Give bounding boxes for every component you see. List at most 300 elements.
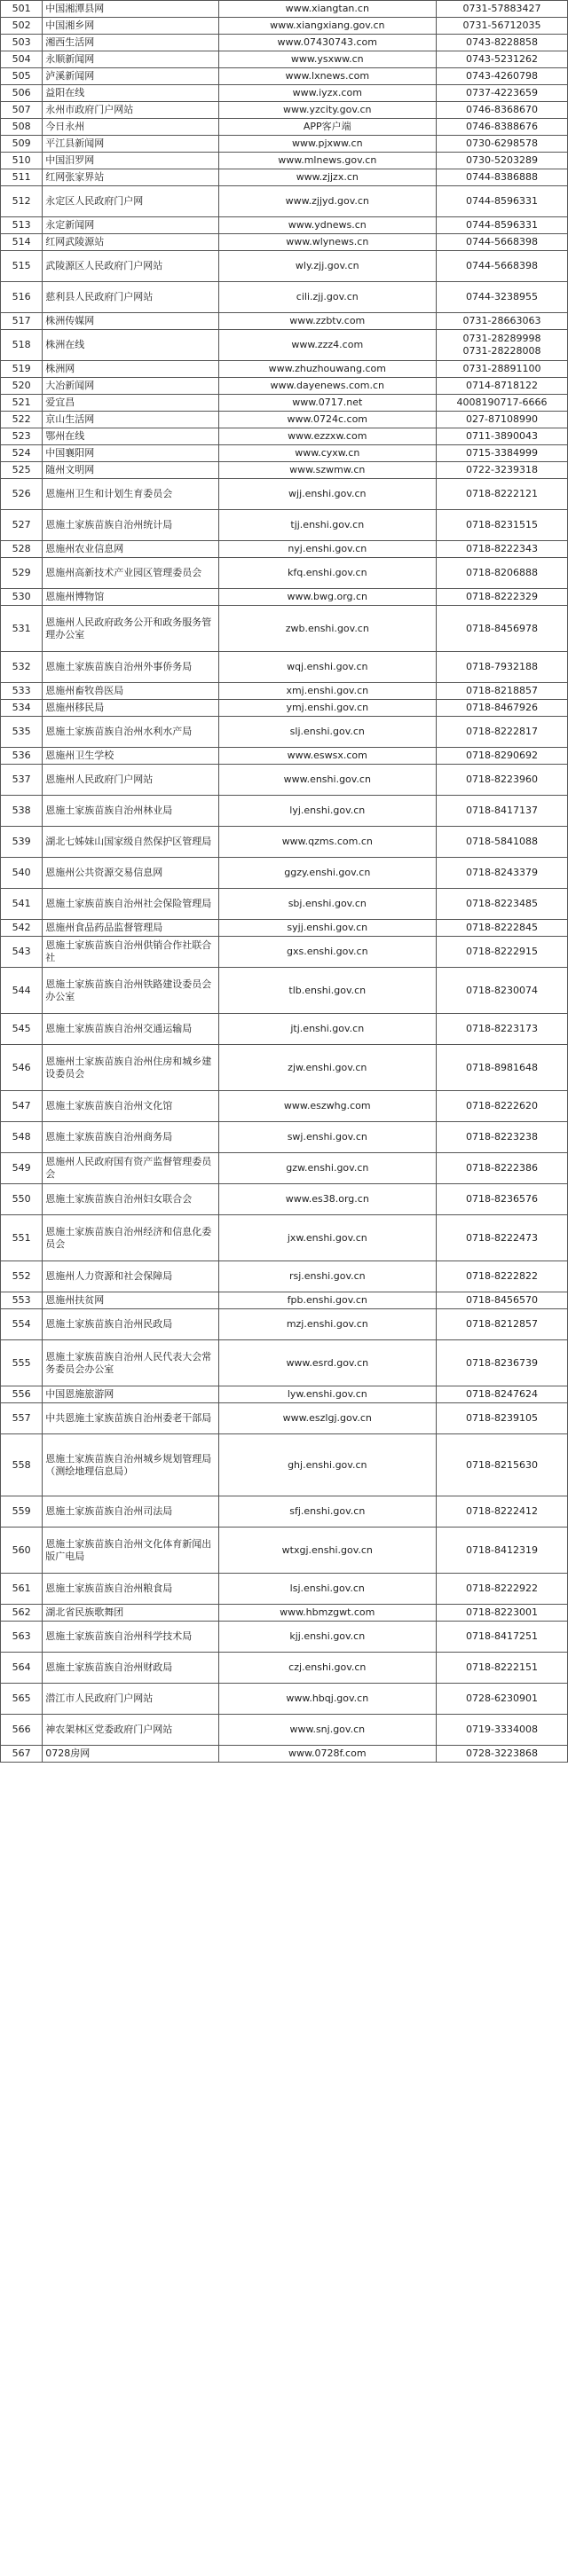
table-row bbox=[1, 1496, 568, 1528]
site-name: 恩施土家族苗族自治州商务局 bbox=[43, 1122, 218, 1153]
table-row bbox=[1, 1653, 568, 1684]
contact-phone: 0718-8236576 bbox=[437, 1184, 568, 1215]
site-name: 京山生活网 bbox=[43, 412, 218, 428]
site-name: 潜江市人民政府门户网站 bbox=[43, 1684, 218, 1715]
contact-phone: 0730-5203289 bbox=[437, 153, 568, 169]
site-address: sfj.enshi.gov.cn bbox=[218, 1496, 437, 1528]
table-row bbox=[1, 1292, 568, 1309]
site-name: 泸溪新闻网 bbox=[43, 68, 218, 85]
site-name: 神农架林区党委政府门户网站 bbox=[43, 1715, 218, 1746]
site-name: 恩施州农业信息网 bbox=[43, 541, 218, 558]
site-address: gxs.enshi.gov.cn bbox=[218, 937, 437, 968]
row-number: 556 bbox=[1, 1386, 43, 1403]
row-number: 514 bbox=[1, 234, 43, 251]
table-row bbox=[1, 700, 568, 717]
contact-phone: 0718-8222412 bbox=[437, 1496, 568, 1528]
site-address: www.szwmw.cn bbox=[218, 462, 437, 479]
contact-phone: 0718-8222817 bbox=[437, 717, 568, 748]
table-body bbox=[1, 1, 568, 1763]
site-address: zwb.enshi.gov.cn bbox=[218, 606, 437, 652]
table-row bbox=[1, 1340, 568, 1386]
row-number: 566 bbox=[1, 1715, 43, 1746]
row-number: 537 bbox=[1, 765, 43, 796]
site-address: wtxgj.enshi.gov.cn bbox=[218, 1528, 437, 1574]
site-name: 恩施土家族苗族自治州社会保险管理局 bbox=[43, 889, 218, 920]
site-address: nyj.enshi.gov.cn bbox=[218, 541, 437, 558]
site-name: 爱宜昌 bbox=[43, 395, 218, 412]
site-name: 株洲网 bbox=[43, 361, 218, 378]
row-number: 560 bbox=[1, 1528, 43, 1574]
site-name: 恩施土家族苗族自治州司法局 bbox=[43, 1496, 218, 1528]
row-number: 522 bbox=[1, 412, 43, 428]
table-row bbox=[1, 169, 568, 186]
row-number: 548 bbox=[1, 1122, 43, 1153]
contact-phone: 0744-8386888 bbox=[437, 169, 568, 186]
site-address: ghj.enshi.gov.cn bbox=[218, 1434, 437, 1496]
row-number: 564 bbox=[1, 1653, 43, 1684]
site-address: rsj.enshi.gov.cn bbox=[218, 1261, 437, 1292]
table-row bbox=[1, 1622, 568, 1653]
table-row bbox=[1, 748, 568, 765]
row-number: 565 bbox=[1, 1684, 43, 1715]
site-name: 株洲传媒网 bbox=[43, 313, 218, 330]
site-name: 恩施土家族苗族自治州文化体育新闻出版广电局 bbox=[43, 1528, 218, 1574]
contact-phone: 0718-8218857 bbox=[437, 683, 568, 700]
site-address: www.qzms.com.cn bbox=[218, 827, 437, 858]
site-address: swj.enshi.gov.cn bbox=[218, 1122, 437, 1153]
contact-phone: 0718-8222151 bbox=[437, 1653, 568, 1684]
site-name: 恩施土家族苗族自治州财政局 bbox=[43, 1653, 218, 1684]
site-address: wjj.enshi.gov.cn bbox=[218, 479, 437, 510]
row-number: 562 bbox=[1, 1605, 43, 1622]
contact-phone: 0718-8243379 bbox=[437, 858, 568, 889]
contact-phone: 0718-8412319 bbox=[437, 1528, 568, 1574]
site-name: 恩施土家族苗族自治州林业局 bbox=[43, 796, 218, 827]
site-name: 恩施州人力资源和社会保障局 bbox=[43, 1261, 218, 1292]
site-address: www.zhuzhouwang.com bbox=[218, 361, 437, 378]
contact-phone: 0714-8718122 bbox=[437, 378, 568, 395]
table-row bbox=[1, 1184, 568, 1215]
row-number: 503 bbox=[1, 35, 43, 51]
table-row bbox=[1, 119, 568, 136]
table-row bbox=[1, 395, 568, 412]
site-address: lsj.enshi.gov.cn bbox=[218, 1574, 437, 1605]
site-address: jxw.enshi.gov.cn bbox=[218, 1215, 437, 1261]
table-row bbox=[1, 1715, 568, 1746]
table-row bbox=[1, 1261, 568, 1292]
site-address: www.enshi.gov.cn bbox=[218, 765, 437, 796]
table-row bbox=[1, 186, 568, 217]
table-row bbox=[1, 35, 568, 51]
contact-phone: 0743-8228858 bbox=[437, 35, 568, 51]
contact-phone: 0746-8368670 bbox=[437, 102, 568, 119]
site-address: www.0724c.com bbox=[218, 412, 437, 428]
row-number: 558 bbox=[1, 1434, 43, 1496]
contact-phone: 0744-8596331 bbox=[437, 217, 568, 234]
table-row bbox=[1, 606, 568, 652]
site-address: www.xiangxiang.gov.cn bbox=[218, 18, 437, 35]
site-name: 中国湘乡网 bbox=[43, 18, 218, 35]
contact-phone: 0718-5841088 bbox=[437, 827, 568, 858]
contact-phone: 0718-8417251 bbox=[437, 1622, 568, 1653]
row-number: 511 bbox=[1, 169, 43, 186]
site-name: 永州市政府门户网站 bbox=[43, 102, 218, 119]
table-row bbox=[1, 1386, 568, 1403]
row-number: 510 bbox=[1, 153, 43, 169]
table-row bbox=[1, 68, 568, 85]
table-row bbox=[1, 558, 568, 589]
table-row bbox=[1, 589, 568, 606]
contact-phone: 0718-8230074 bbox=[437, 968, 568, 1014]
row-number: 535 bbox=[1, 717, 43, 748]
table-row bbox=[1, 1746, 568, 1763]
site-name: 湖北七姊妹山国家级自然保护区管理局 bbox=[43, 827, 218, 858]
row-number: 540 bbox=[1, 858, 43, 889]
site-address: www.zzbtv.com bbox=[218, 313, 437, 330]
site-name: 大冶新闻网 bbox=[43, 378, 218, 395]
row-number: 506 bbox=[1, 85, 43, 102]
site-address: www.xiangtan.cn bbox=[218, 1, 437, 18]
contact-phone: 0728-3223868 bbox=[437, 1746, 568, 1763]
table-row bbox=[1, 330, 568, 361]
row-number: 547 bbox=[1, 1091, 43, 1122]
site-name: 永定区人民政府门户网 bbox=[43, 186, 218, 217]
contact-phone: 0711-3890043 bbox=[437, 428, 568, 445]
row-number: 513 bbox=[1, 217, 43, 234]
site-name: 恩施土家族苗族自治州城乡规划管理局（测绘地理信息局） bbox=[43, 1434, 218, 1496]
site-name: 恩施州人民政府门户网站 bbox=[43, 765, 218, 796]
site-name: 恩施州土家族苗族自治州住房和城乡建设委员会 bbox=[43, 1045, 218, 1091]
site-address: kjj.enshi.gov.cn bbox=[218, 1622, 437, 1653]
table-row bbox=[1, 1434, 568, 1496]
site-address: fpb.enshi.gov.cn bbox=[218, 1292, 437, 1309]
site-name: 株洲在线 bbox=[43, 330, 218, 361]
site-name: 恩施州公共资源交易信息网 bbox=[43, 858, 218, 889]
site-address: www.zjjzx.cn bbox=[218, 169, 437, 186]
table-row bbox=[1, 1574, 568, 1605]
contact-phone: 0718-8223485 bbox=[437, 889, 568, 920]
contact-phone: 0718-8222343 bbox=[437, 541, 568, 558]
table-row bbox=[1, 479, 568, 510]
row-number: 563 bbox=[1, 1622, 43, 1653]
site-address: www.eszlgj.gov.cn bbox=[218, 1403, 437, 1434]
table-row bbox=[1, 217, 568, 234]
site-name: 永顺新闻网 bbox=[43, 51, 218, 68]
row-number: 512 bbox=[1, 186, 43, 217]
table-row bbox=[1, 251, 568, 282]
table-row bbox=[1, 313, 568, 330]
contact-phone: 027-87108990 bbox=[437, 412, 568, 428]
site-address: tjj.enshi.gov.cn bbox=[218, 510, 437, 541]
site-name: 中共恩施土家族苗族自治州委老干部局 bbox=[43, 1403, 218, 1434]
row-number: 528 bbox=[1, 541, 43, 558]
site-name: 湖北省民族歌舞团 bbox=[43, 1605, 218, 1622]
row-number: 515 bbox=[1, 251, 43, 282]
site-address: tlb.enshi.gov.cn bbox=[218, 968, 437, 1014]
site-name: 永定新闻网 bbox=[43, 217, 218, 234]
table-row bbox=[1, 378, 568, 395]
row-number: 519 bbox=[1, 361, 43, 378]
row-number: 545 bbox=[1, 1014, 43, 1045]
table-row bbox=[1, 827, 568, 858]
contact-phone: 0718-7932188 bbox=[437, 652, 568, 683]
contact-phone: 0737-4223659 bbox=[437, 85, 568, 102]
row-number: 550 bbox=[1, 1184, 43, 1215]
site-address: lyw.enshi.gov.cn bbox=[218, 1386, 437, 1403]
site-address: wqj.enshi.gov.cn bbox=[218, 652, 437, 683]
site-address: mzj.enshi.gov.cn bbox=[218, 1309, 437, 1340]
row-number: 526 bbox=[1, 479, 43, 510]
site-name: 随州文明网 bbox=[43, 462, 218, 479]
contact-phone: 4008190717-6666 bbox=[437, 395, 568, 412]
table-row bbox=[1, 1153, 568, 1184]
site-name: 恩施州食品药品监督管理局 bbox=[43, 920, 218, 937]
table-row bbox=[1, 1, 568, 18]
site-address: www.dayenews.com.cn bbox=[218, 378, 437, 395]
row-number: 527 bbox=[1, 510, 43, 541]
site-address: www.es38.org.cn bbox=[218, 1184, 437, 1215]
row-number: 541 bbox=[1, 889, 43, 920]
row-number: 507 bbox=[1, 102, 43, 119]
contact-phone: 0715-3384999 bbox=[437, 445, 568, 462]
site-address: czj.enshi.gov.cn bbox=[218, 1653, 437, 1684]
site-address: kfq.enshi.gov.cn bbox=[218, 558, 437, 589]
site-name: 鄂州在线 bbox=[43, 428, 218, 445]
table-row bbox=[1, 1215, 568, 1261]
contact-phone: 0731-57883427 bbox=[437, 1, 568, 18]
row-number: 542 bbox=[1, 920, 43, 937]
site-name: 恩施土家族苗族自治州民政局 bbox=[43, 1309, 218, 1340]
site-name: 湘西生活网 bbox=[43, 35, 218, 51]
site-name: 恩施州畜牧兽医局 bbox=[43, 683, 218, 700]
table-row bbox=[1, 85, 568, 102]
contact-phone: 0718-8417137 bbox=[437, 796, 568, 827]
site-name: 恩施州扶贫网 bbox=[43, 1292, 218, 1309]
row-number: 533 bbox=[1, 683, 43, 700]
table-row bbox=[1, 717, 568, 748]
table-row bbox=[1, 428, 568, 445]
table-row bbox=[1, 51, 568, 68]
row-number: 530 bbox=[1, 589, 43, 606]
site-address: www.esrd.gov.cn bbox=[218, 1340, 437, 1386]
contact-phone: 0744-3238955 bbox=[437, 282, 568, 313]
contact-phone: 0718-8223173 bbox=[437, 1014, 568, 1045]
site-name: 恩施州移民局 bbox=[43, 700, 218, 717]
row-number: 518 bbox=[1, 330, 43, 361]
site-name: 恩施州人民政府政务公开和政务服务管理办公室 bbox=[43, 606, 218, 652]
contact-phone: 0746-8388676 bbox=[437, 119, 568, 136]
row-number: 553 bbox=[1, 1292, 43, 1309]
row-number: 521 bbox=[1, 395, 43, 412]
contact-phone: 0719-3334008 bbox=[437, 1715, 568, 1746]
site-address: cili.zjj.gov.cn bbox=[218, 282, 437, 313]
table-row bbox=[1, 1309, 568, 1340]
contact-phone: 0731-28663063 bbox=[437, 313, 568, 330]
site-name: 红网武陵源站 bbox=[43, 234, 218, 251]
row-number: 529 bbox=[1, 558, 43, 589]
table-row bbox=[1, 510, 568, 541]
site-address: www.0717.net bbox=[218, 395, 437, 412]
table-row bbox=[1, 18, 568, 35]
contact-phone: 0744-5668398 bbox=[437, 234, 568, 251]
table-row bbox=[1, 683, 568, 700]
site-name: 0728房网 bbox=[43, 1746, 218, 1763]
table-row bbox=[1, 796, 568, 827]
site-name: 中国湘潭县网 bbox=[43, 1, 218, 18]
site-address: www.mlnews.gov.cn bbox=[218, 153, 437, 169]
contact-phone: 0718-8236739 bbox=[437, 1340, 568, 1386]
site-name: 恩施州高新技术产业园区管理委员会 bbox=[43, 558, 218, 589]
site-name: 中国汨罗网 bbox=[43, 153, 218, 169]
row-number: 536 bbox=[1, 748, 43, 765]
table-row bbox=[1, 1045, 568, 1091]
site-address: www.yzcity.gov.cn bbox=[218, 102, 437, 119]
contact-phone: 0718-8222121 bbox=[437, 479, 568, 510]
contact-phone: 0718-8456570 bbox=[437, 1292, 568, 1309]
table-row bbox=[1, 920, 568, 937]
table-row bbox=[1, 1091, 568, 1122]
site-address: www.wlynews.cn bbox=[218, 234, 437, 251]
contact-phone: 0728-6230901 bbox=[437, 1684, 568, 1715]
table-row bbox=[1, 765, 568, 796]
table-row bbox=[1, 541, 568, 558]
site-address: wly.zjj.gov.cn bbox=[218, 251, 437, 282]
site-address: www.lxnews.com bbox=[218, 68, 437, 85]
site-address: www.ydnews.cn bbox=[218, 217, 437, 234]
site-address: slj.enshi.gov.cn bbox=[218, 717, 437, 748]
contact-phone: 0718-8222386 bbox=[437, 1153, 568, 1184]
site-name: 恩施州卫生学校 bbox=[43, 748, 218, 765]
contact-phone: 0743-4260798 bbox=[437, 68, 568, 85]
row-number: 543 bbox=[1, 937, 43, 968]
table-row bbox=[1, 412, 568, 428]
contact-phone: 0718-8239105 bbox=[437, 1403, 568, 1434]
contact-phone: 0718-8222620 bbox=[437, 1091, 568, 1122]
row-number: 502 bbox=[1, 18, 43, 35]
site-address: www.snj.gov.cn bbox=[218, 1715, 437, 1746]
site-address: www.eszwhg.com bbox=[218, 1091, 437, 1122]
site-name: 中国恩施旅游网 bbox=[43, 1386, 218, 1403]
site-address: xmj.enshi.gov.cn bbox=[218, 683, 437, 700]
site-name: 恩施土家族苗族自治州妇女联合会 bbox=[43, 1184, 218, 1215]
table-row bbox=[1, 1403, 568, 1434]
row-number: 539 bbox=[1, 827, 43, 858]
contact-phone: 0718-8223960 bbox=[437, 765, 568, 796]
contact-phone: 0718-8222822 bbox=[437, 1261, 568, 1292]
table-row bbox=[1, 1014, 568, 1045]
table-row bbox=[1, 937, 568, 968]
row-number: 552 bbox=[1, 1261, 43, 1292]
site-address: www.hbmzgwt.com bbox=[218, 1605, 437, 1622]
row-number: 516 bbox=[1, 282, 43, 313]
table-row bbox=[1, 652, 568, 683]
row-number: 544 bbox=[1, 968, 43, 1014]
site-address: gzw.enshi.gov.cn bbox=[218, 1153, 437, 1184]
site-name: 中国襄阳网 bbox=[43, 445, 218, 462]
site-address: www.zzz4.com bbox=[218, 330, 437, 361]
contact-phone: 0744-8596331 bbox=[437, 186, 568, 217]
contact-phone: 0718-8215630 bbox=[437, 1434, 568, 1496]
site-name: 恩施土家族苗族自治州粮食局 bbox=[43, 1574, 218, 1605]
row-number: 504 bbox=[1, 51, 43, 68]
contact-phone: 0718-8222915 bbox=[437, 937, 568, 968]
site-address: zjw.enshi.gov.cn bbox=[218, 1045, 437, 1091]
contact-phone: 0718-8456978 bbox=[437, 606, 568, 652]
row-number: 532 bbox=[1, 652, 43, 683]
row-number: 524 bbox=[1, 445, 43, 462]
contact-phone: 0718-8212857 bbox=[437, 1309, 568, 1340]
site-name: 恩施土家族苗族自治州经济和信息化委员会 bbox=[43, 1215, 218, 1261]
site-address: syjj.enshi.gov.cn bbox=[218, 920, 437, 937]
row-number: 508 bbox=[1, 119, 43, 136]
table-row bbox=[1, 889, 568, 920]
table-row bbox=[1, 462, 568, 479]
site-address: ggzy.enshi.gov.cn bbox=[218, 858, 437, 889]
contact-phone: 0722-3239318 bbox=[437, 462, 568, 479]
contact-phone: 0718-8223001 bbox=[437, 1605, 568, 1622]
table-row bbox=[1, 1122, 568, 1153]
site-address: www.cyxw.cn bbox=[218, 445, 437, 462]
row-number: 546 bbox=[1, 1045, 43, 1091]
row-number: 561 bbox=[1, 1574, 43, 1605]
site-name: 恩施土家族苗族自治州人民代表大会常务委员会办公室 bbox=[43, 1340, 218, 1386]
site-address: www.zjjyd.gov.cn bbox=[218, 186, 437, 217]
row-number: 517 bbox=[1, 313, 43, 330]
contact-phone: 0718-8222473 bbox=[437, 1215, 568, 1261]
row-number: 523 bbox=[1, 428, 43, 445]
table-row bbox=[1, 858, 568, 889]
row-number: 525 bbox=[1, 462, 43, 479]
site-name: 慈利县人民政府门户网站 bbox=[43, 282, 218, 313]
table-row bbox=[1, 282, 568, 313]
site-address: www.hbqj.gov.cn bbox=[218, 1684, 437, 1715]
contact-phone: 0731-28289998 0731-28228008 bbox=[437, 330, 568, 361]
site-name: 恩施土家族苗族自治州水利水产局 bbox=[43, 717, 218, 748]
site-name: 恩施土家族苗族自治州供销合作社联合社 bbox=[43, 937, 218, 968]
table-row bbox=[1, 234, 568, 251]
row-number: 509 bbox=[1, 136, 43, 153]
site-address: lyj.enshi.gov.cn bbox=[218, 796, 437, 827]
site-name: 恩施州人民政府国有资产监督管理委员会 bbox=[43, 1153, 218, 1184]
site-name: 恩施土家族苗族自治州文化馆 bbox=[43, 1091, 218, 1122]
site-name: 恩施土家族苗族自治州统计局 bbox=[43, 510, 218, 541]
site-name: 恩施土家族苗族自治州外事侨务局 bbox=[43, 652, 218, 683]
table-row bbox=[1, 968, 568, 1014]
contact-phone: 0718-8222329 bbox=[437, 589, 568, 606]
site-address: APP客户端 bbox=[218, 119, 437, 136]
site-address: www.bwg.org.cn bbox=[218, 589, 437, 606]
contact-phone: 0743-5231262 bbox=[437, 51, 568, 68]
site-name: 恩施州卫生和计划生育委员会 bbox=[43, 479, 218, 510]
contact-phone: 0731-28891100 bbox=[437, 361, 568, 378]
site-address: www.0728f.com bbox=[218, 1746, 437, 1763]
table-row bbox=[1, 445, 568, 462]
table-row bbox=[1, 361, 568, 378]
site-address: www.ysxww.cn bbox=[218, 51, 437, 68]
site-name: 恩施土家族苗族自治州科学技术局 bbox=[43, 1622, 218, 1653]
contact-phone: 0718-8222922 bbox=[437, 1574, 568, 1605]
contact-phone: 0718-8981648 bbox=[437, 1045, 568, 1091]
site-address: www.pjxww.cn bbox=[218, 136, 437, 153]
row-number: 554 bbox=[1, 1309, 43, 1340]
table-row bbox=[1, 1684, 568, 1715]
table-row bbox=[1, 102, 568, 119]
site-name: 益阳在线 bbox=[43, 85, 218, 102]
site-address: ymj.enshi.gov.cn bbox=[218, 700, 437, 717]
contact-phone: 0730-6298578 bbox=[437, 136, 568, 153]
site-address: www.ezzxw.com bbox=[218, 428, 437, 445]
contact-phone: 0718-8231515 bbox=[437, 510, 568, 541]
